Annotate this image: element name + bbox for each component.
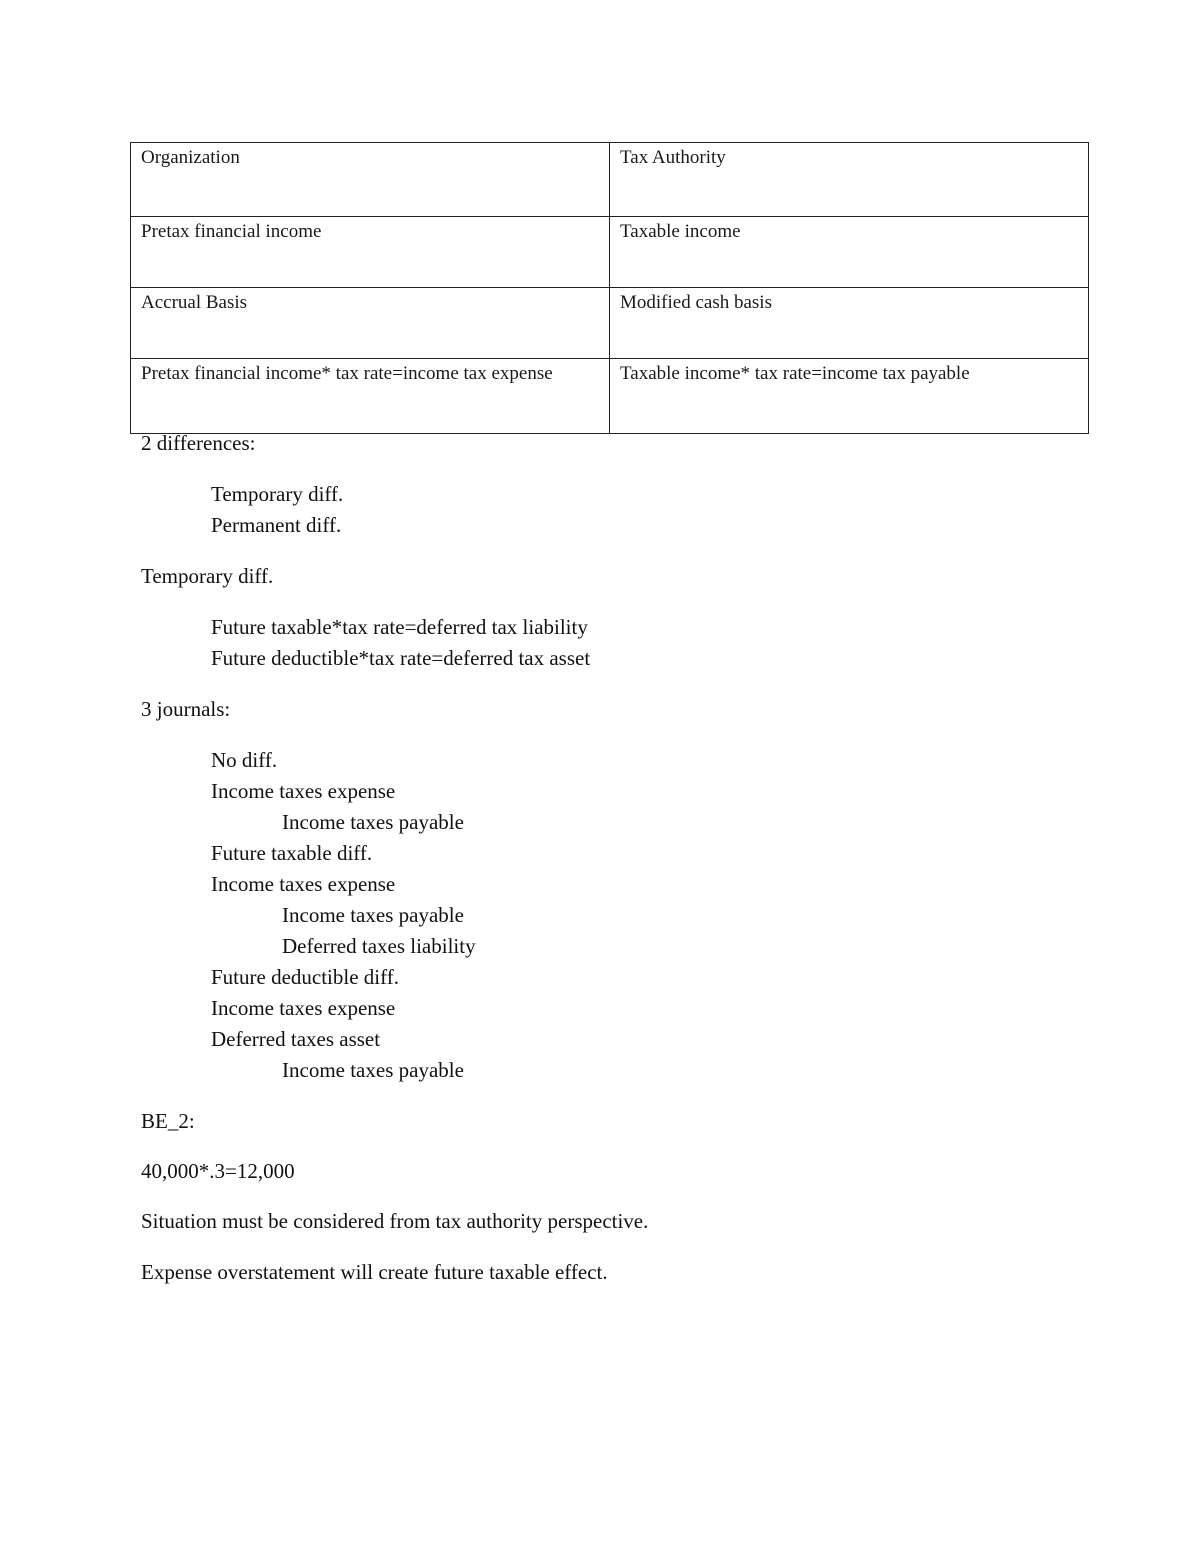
journal-debit: Deferred taxes asset <box>211 1027 381 1051</box>
list-item: Temporary diff. <box>211 482 344 506</box>
be2-calculation: 40,000*.3=12,000 <box>141 1159 295 1183</box>
journal-credit: Income taxes payable <box>282 903 464 927</box>
table-cell: Taxable income* tax rate=income tax payable <box>610 359 1089 434</box>
list-item: Future deductible*tax rate=deferred tax asset <box>211 646 591 670</box>
table-row <box>131 143 1089 217</box>
journal-debit: Income taxes expense <box>211 779 396 803</box>
comparison-table <box>130 142 1089 434</box>
table-cell: Accrual Basis <box>131 288 610 359</box>
journal-credit: Income taxes payable <box>282 810 464 834</box>
be2-heading: BE_2: <box>141 1109 195 1133</box>
be2-note: Expense overstatement will create future taxable effect. <box>141 1260 608 1284</box>
journal-debit: Income taxes expense <box>211 872 396 896</box>
table-cell: Taxable income <box>610 217 1089 288</box>
temporary-diff-heading: Temporary diff. <box>141 564 274 588</box>
table-row <box>131 217 1089 288</box>
list-item: Permanent diff. <box>211 513 342 537</box>
journal-label: Future taxable diff. <box>211 841 373 865</box>
journal-label: No diff. <box>211 748 278 772</box>
table-cell-organization: Organization <box>131 143 610 217</box>
journal-credit: Income taxes payable <box>282 1058 464 1082</box>
table-row <box>131 288 1089 359</box>
journal-credit: Deferred taxes liability <box>282 934 476 958</box>
table-cell: Modified cash basis <box>610 288 1089 359</box>
table-cell: Pretax financial income* tax rate=income tax expense <box>131 359 610 434</box>
table-cell: Pretax financial income <box>131 217 610 288</box>
differences-heading: 2 differences: <box>141 431 256 455</box>
table-cell-tax-authority: Tax Authority <box>610 143 1089 217</box>
table-row <box>131 359 1089 434</box>
journal-label: Future deductible diff. <box>211 965 399 989</box>
list-item: Future taxable*tax rate=deferred tax liability <box>211 615 588 639</box>
be2-note: Situation must be considered from tax authority perspective. <box>141 1209 649 1233</box>
journal-debit: Income taxes expense <box>211 996 396 1020</box>
journals-heading: 3 journals: <box>141 697 231 721</box>
